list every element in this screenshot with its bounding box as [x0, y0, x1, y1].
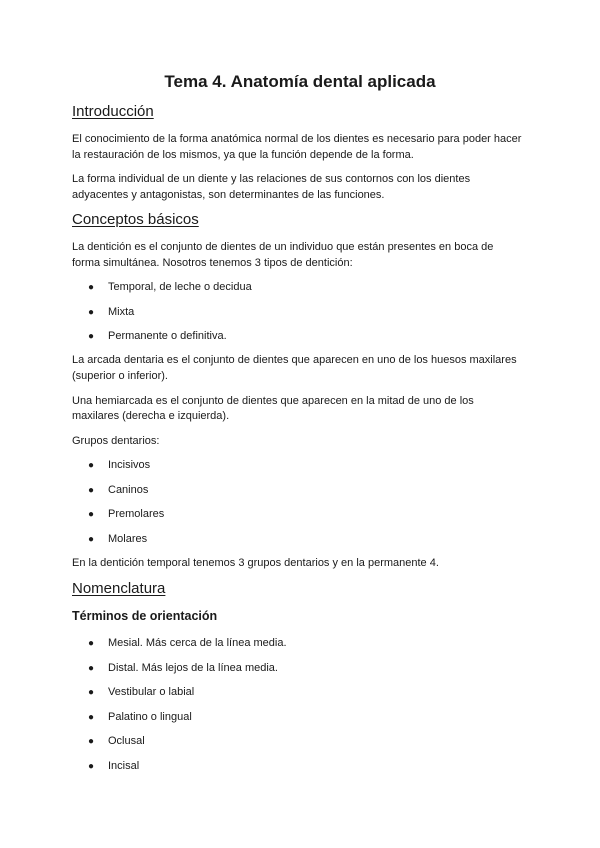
list-item-text: Vestibular o labial [108, 686, 195, 698]
bullet-icon: ● [88, 307, 95, 318]
page-title: Tema 4. Anatomía dental aplicada [164, 72, 436, 91]
intro-paragraph-1-line-2: la restauración de los mismos, ya que la función depende de la forma. [72, 149, 414, 161]
list-item-text: Incisal [108, 760, 140, 772]
list-item [88, 506, 164, 523]
bullet-icon: ● [88, 509, 95, 520]
list-item-text: Distal. Más lejos de la línea media. [108, 662, 278, 674]
bullet-icon: ● [88, 534, 95, 545]
bullet-icon: ● [88, 331, 95, 342]
conceptos-paragraph-4: Grupos dentarios: [72, 435, 160, 447]
list-item-text: Permanente o definitiva. [108, 330, 227, 342]
list-item-text: Temporal, de leche o decidua [108, 281, 252, 293]
list-item [88, 531, 147, 548]
bullet-icon: ● [88, 712, 95, 723]
heading-introduccion: Introducción [72, 103, 154, 120]
list-item-text: Premolares [108, 508, 165, 520]
list-item [88, 482, 148, 499]
list-item-text: Incisivos [108, 459, 151, 471]
list-item [88, 758, 139, 775]
conceptos-paragraph-1-line-1: La dentición es el conjunto de dientes de un individuo que están presentes en boca de [72, 241, 494, 253]
list-item [88, 684, 194, 701]
list-item-text: Mixta [108, 306, 135, 318]
list-item-text: Caninos [108, 484, 149, 496]
list-item [88, 457, 150, 474]
conceptos-paragraph-2-line-1: La arcada dentaria es el conjunto de dientes que aparecen en uno de los huesos maxilares [72, 354, 517, 366]
list-item [88, 304, 134, 321]
conceptos-paragraph-5: En la dentición temporal tenemos 3 grupos dentarios y en la permanente 4. [72, 557, 439, 569]
bullet-icon: ● [88, 460, 95, 471]
list-item-text: Molares [108, 533, 148, 545]
list-item [88, 733, 145, 750]
conceptos-paragraph-2-line-2: (superior o inferior). [72, 370, 168, 382]
intro-paragraph-1-line-1: El conocimiento de la forma anatómica normal de los dientes es necesario para poder hacer [72, 133, 522, 145]
bullet-icon: ● [88, 687, 95, 698]
bullet-icon: ● [88, 638, 95, 649]
bullet-icon: ● [88, 761, 95, 772]
list-item-text: Palatino o lingual [108, 711, 192, 723]
list-item [88, 328, 227, 345]
conceptos-paragraph-3-line-1: Una hemiarcada es el conjunto de dientes que aparecen en la mitad de uno de los [72, 395, 474, 407]
subheading-terminos-orientacion: Términos de orientación [72, 609, 218, 623]
conceptos-paragraph-3-line-2: maxilares (derecha e izquierda). [72, 410, 230, 422]
heading-conceptos-basicos: Conceptos básicos [72, 211, 199, 228]
bullet-icon: ● [88, 736, 95, 747]
list-item [88, 635, 287, 652]
bullet-icon: ● [88, 485, 95, 496]
conceptos-paragraph-1-line-2: forma simultánea. Nosotros tenemos 3 tipos de dentición: [72, 257, 353, 269]
list-item-text: Mesial. Más cerca de la línea media. [108, 637, 287, 649]
bullet-icon: ● [88, 663, 95, 674]
list-item-text: Oclusal [108, 735, 145, 747]
intro-paragraph-2-line-2: adyacentes y antagonistas, son determinantes de las funciones. [72, 189, 385, 201]
heading-nomenclatura: Nomenclatura [72, 580, 166, 597]
list-item [88, 709, 192, 726]
list-item [88, 279, 252, 296]
bullet-icon: ● [88, 282, 95, 293]
list-item [88, 660, 278, 677]
intro-paragraph-2-line-1: La forma individual de un diente y las relaciones de sus contornos con los dientes [72, 173, 471, 185]
